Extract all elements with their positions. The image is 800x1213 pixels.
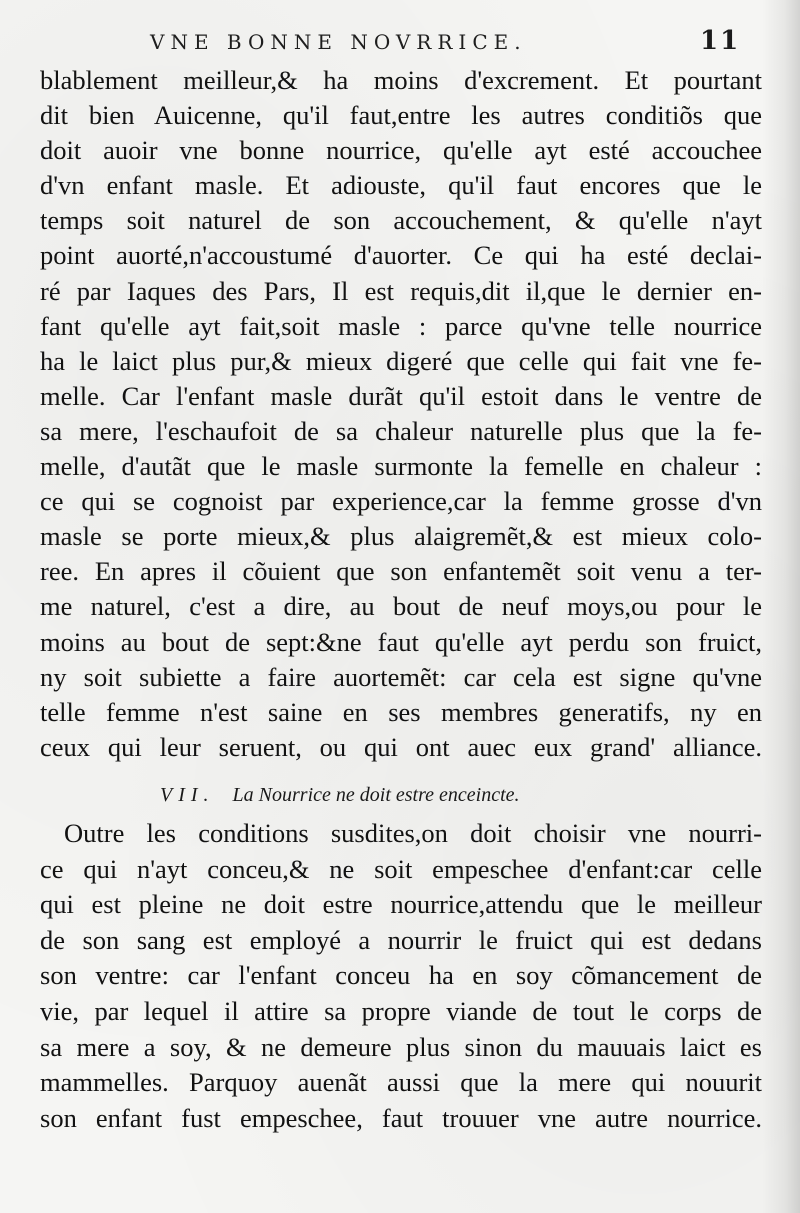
text-line: ré par Iaques des Pars, Il est requis,dit il,que le dernier en-: [40, 275, 762, 306]
chapter-heading: [160, 784, 620, 807]
text-line: melle, d'autãt que le masle surmonte la femelle en chaleur :: [40, 451, 762, 482]
text-line: temps soit naturel de son accouchement, & qu'elle n'ayt: [40, 205, 762, 236]
page-gutter-shadow: [762, 0, 800, 1213]
text-line: me naturel, c'est a dire, au bout de neuf moys,ou pour le: [40, 591, 762, 622]
text-line: son enfant fust empeschee, faut trouuer vne autre nourrice.: [40, 1102, 762, 1133]
text-line: doit auoir vne bonne nourrice, qu'elle ayt esté accouchee: [40, 135, 762, 166]
text-line: ce qui n'ayt conceu,& ne soit empeschee d'enfant:car celle: [40, 853, 762, 884]
text-line: qui est pleine ne doit estre nourrice,attendu que le meilleur: [40, 889, 762, 920]
text-line: point auorté,n'accoustumé d'auorter. Ce qui ha esté declai-: [40, 240, 762, 271]
text-line: telle femme n'est saine en ses membres generatifs, ny en: [40, 696, 762, 727]
text-line: moins au bout de sept:&ne faut qu'elle ayt perdu son fruict,: [40, 626, 762, 657]
text-line: masle se porte mieux,& plus alaigremẽt,& est mieux colo-: [40, 521, 762, 552]
text-line: d'vn enfant masle. Et adiouste, qu'il faut encores que le: [40, 170, 762, 201]
text-line: sa mere, l'eschaufoit de sa chaleur naturelle plus que la fe-: [40, 415, 762, 446]
text-line: son ventre: car l'enfant conceu ha en soy cõmancement de: [40, 960, 762, 991]
text-line: melle. Car l'enfant masle durãt qu'il estoit dans le ventre de: [40, 380, 762, 411]
text-line: mammelles. Parquoy auenãt aussi que la mere qui nouurit: [40, 1067, 762, 1098]
text-line: fant qu'elle ayt fait,soit masle : parce qu'vne telle nourrice: [40, 310, 762, 341]
text-line: ceux qui leur seruent, ou qui ont auec eux grand' alliance.: [40, 731, 762, 762]
text-line: ny soit subiette a faire auortemẽt: car cela est signe qu'vne: [40, 661, 762, 692]
page-number: 11: [700, 26, 741, 56]
text-line: dit bien Auicenne, qu'il faut,entre les autres conditiõs que: [40, 100, 762, 131]
text-line: de son sang est employé a nourrir le fruict qui est dedans: [40, 924, 762, 955]
text-line: Outre les conditions susdites,on doit choisir vne nourri-: [64, 818, 762, 848]
running-head: VNE BONNE NOVRRICE.: [150, 30, 527, 54]
paragraph-2: [40, 816, 762, 1136]
text-line: ree. En apres il cõuient que son enfantemẽt soit venu a ter-: [40, 556, 762, 587]
text-line: ha le laict plus pur,& mieux digeré que celle qui fait vne fe-: [40, 345, 762, 376]
text-line: sa mere a soy, & ne demeure plus sinon du mauuais laict es: [40, 1031, 762, 1062]
text-line: blablement meilleur,& ha moins d'excrement. Et pourtant: [40, 65, 762, 95]
paragraph-1: [40, 63, 762, 765]
chapter-title: La Nourrice ne doit estre enceincte.: [232, 784, 520, 806]
chapter-number: VII.: [160, 784, 215, 806]
text-line: ce qui se cognoist par experience,car la femme grosse d'vn: [40, 486, 762, 517]
text-line: vie, par lequel il attire sa propre viande de tout le corps de: [40, 995, 762, 1026]
